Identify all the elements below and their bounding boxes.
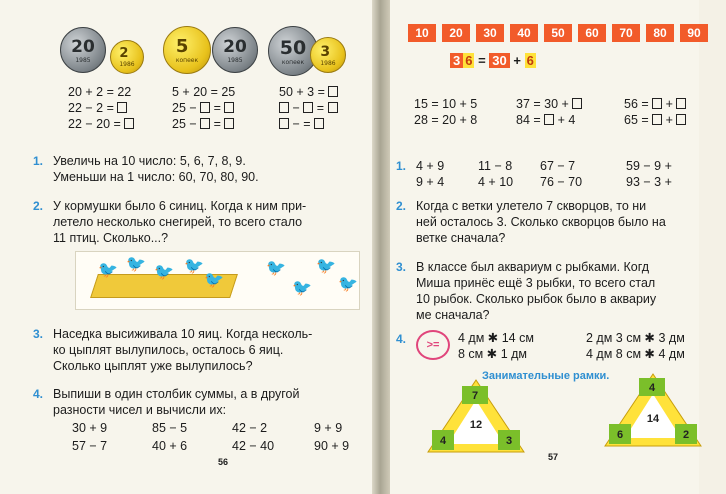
bird-icon: 🐦: [184, 258, 204, 275]
right-eq-col-1: 15 = 10 + 5 28 = 20 + 8: [414, 97, 478, 127]
number-tile: 10: [408, 24, 436, 42]
bird-icon: 🐦: [338, 276, 358, 293]
page-number-right: 57: [548, 452, 559, 462]
coin-2-kopeks-icon: 2 1986: [110, 40, 144, 74]
right-eq-col-3: 56 = + 65 = +: [624, 96, 686, 128]
expressions-grid: 30 + 9 85 − 5 42 − 2 9 + 9 57 − 7 40 + 6 42 − 40 90 + 9: [72, 421, 350, 453]
eq-col-1: 20 + 2 = 22 22 − 2 = 22 − 20 =: [68, 84, 134, 132]
tri2-right: 2: [682, 429, 690, 441]
right-task-1: 1. 4 + 9 11 − 8 67 − 7 59 − 9 + 9 + 4 4 + 10 76 − 70 93 − 3 +: [396, 159, 672, 189]
right-task-2: 2. Когда с ветки улетело 7 скворцов, то ни ней осталось 3. Сколько скворцов было на ветке сначала?: [396, 199, 666, 245]
birds-illustration: [75, 251, 360, 310]
eq-col-3: 50 + 3 = − = − =: [279, 84, 338, 132]
bird-icon: 🐦: [316, 258, 336, 275]
right-page: [390, 0, 699, 494]
right-task-4: 4. >= 4 дм ✱ 14 см 2 дм 3 см ✱ 3 дм 8 см ✱ 1 дм 4 дм 8 см ✱ 4 дм: [396, 331, 685, 361]
task-1: 1. Увеличь на 10 число: 5, 6, 7, 8, 9. Уменьши на 1 число: 60, 70, 80, 90.: [33, 154, 259, 184]
bird-icon: 🐦: [266, 260, 286, 277]
bird-icon: 🐦: [292, 280, 312, 297]
coin-20-kopeks-2-icon: 20 1985: [212, 27, 258, 73]
tri1-top: 7: [471, 390, 479, 402]
book-gutter: [372, 0, 390, 494]
bird-icon: 🐦: [204, 272, 224, 289]
number-tile: 80: [646, 24, 674, 42]
page-number-left: 56: [218, 457, 229, 467]
number-tile: 70: [612, 24, 640, 42]
right-task-3: 3. В классе был аквариум с рыбками. Когд Миша принёс ещё 3 рыбки, то всего стал 10 рыбок. Сколько рыбок было в аквариу ме сначала?: [396, 260, 657, 322]
number-tile: 90: [680, 24, 708, 42]
compare-icon: >=: [416, 330, 450, 360]
tri2-mid: 14: [646, 413, 660, 425]
triangle-frame-2: [603, 372, 703, 448]
number-tile: 20: [442, 24, 470, 42]
tri2-left: 6: [616, 429, 624, 441]
task-4: 4. Выпиши в один столбик суммы, а в другой разности чисел и вычисли их:: [33, 387, 300, 417]
task-2: 2. У кормушки было 6 синиц. Когда к ним при- летело несколько снегирей, то всего стало 11 птиц. Сколько...?: [33, 199, 307, 245]
number-tile: 60: [578, 24, 606, 42]
right-eq-col-2: 37 = 30 + 84 = + 4: [516, 96, 582, 128]
eq-col-2: 5 + 20 = 25 25 − = 25 − =: [172, 85, 236, 131]
number-tile: 50: [544, 24, 572, 42]
triangle-frame-1: [426, 378, 526, 454]
coin-5-kopeks-icon: 5 копеек: [163, 26, 211, 74]
decomposition-example: 3 6 = 30 + 6: [450, 53, 536, 68]
bird-icon: 🐦: [126, 256, 146, 273]
bird-icon: 🐦: [98, 262, 118, 279]
number-tile: 40: [510, 24, 538, 42]
task-3: 3. Наседка высиживала 10 яиц. Когда несколь- ко цыплят вылупилось, осталось 6 яиц. Сколько цыплят уже вылупилось?: [33, 327, 313, 373]
tri1-right: 3: [505, 435, 513, 447]
tri1-left: 4: [439, 435, 447, 447]
bird-icon: 🐦: [154, 264, 174, 281]
number-tile: 30: [476, 24, 504, 42]
coin-20-kopeks-icon: 20 1985: [60, 27, 106, 73]
frames-title: Занимательные рамки.: [482, 370, 610, 382]
coin-50-kopeks-icon: 50 копеек: [268, 26, 318, 76]
coin-3-kopeks-icon: 3 1986: [310, 37, 346, 73]
tri1-mid: 12: [469, 419, 483, 431]
tri2-top: 4: [648, 382, 656, 394]
